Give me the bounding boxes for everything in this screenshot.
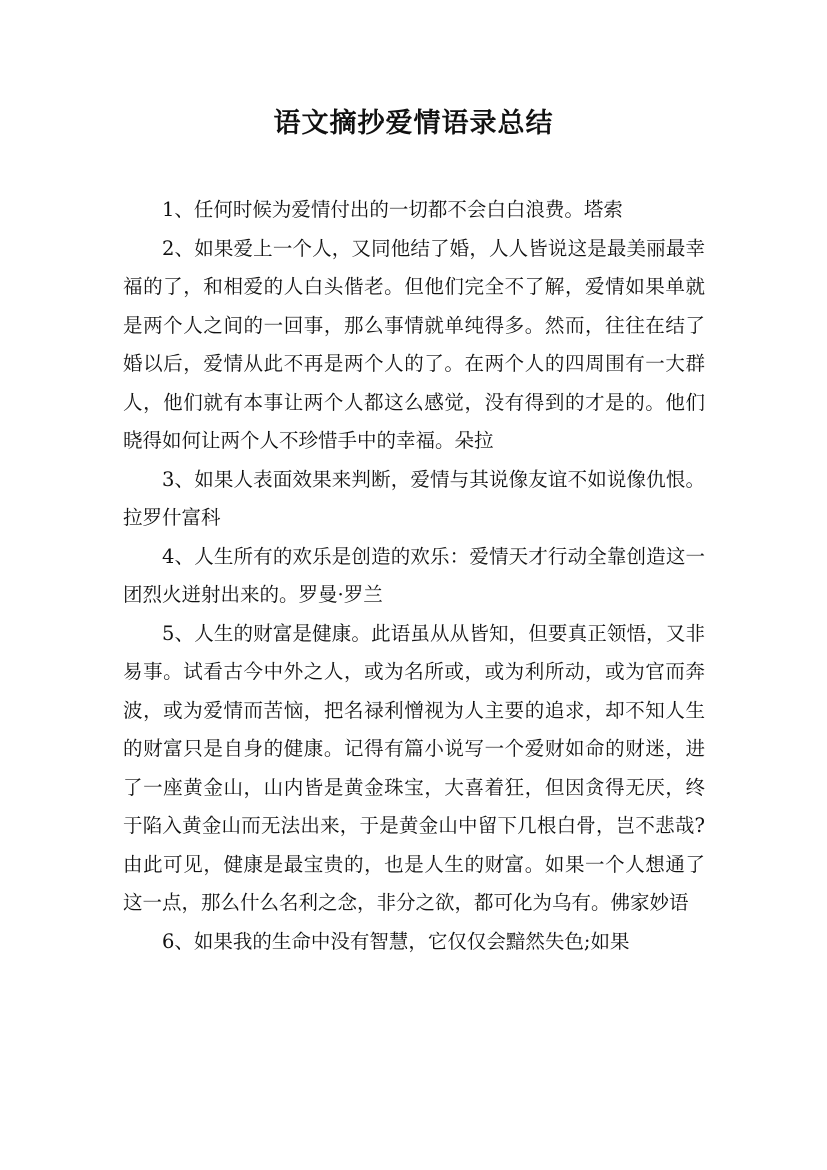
paragraph-6: 6、如果我的生命中没有智慧，它仅仅会黯然失色;如果: [162, 929, 630, 953]
paragraph-4: 4、人生所有的欢乐是创造的欢乐：爱情天才行动全靠创造这一团烈火迸射出来的。罗曼·罗兰: [123, 544, 705, 606]
paragraph-5: 5、人生的财富是健康。此语虽从从皆知，但要真正领悟，又非易事。试看古今中外之人，或为名所或，或为利所动，或为官而奔波，或为爱情而苦恼，把名禄利憎视为人主要的追求，却不知人生的财富只是自身的健康。记得有篇小说写一个爱财如命的财迷，进了一座黄金山，山内皆是黄金珠宝，大喜着狂，但因贪得无厌，终于陷入黄金山而无法出来，于是黄金山中留下几根白骨，岂不悲哉?由此可见，健康是最宝贵的，也是人生的财富。如果一个人想通了这一点，那么什么名利之念，非分之欲，都可化为乌有。佛家妙语: [123, 621, 705, 914]
paragraph-3: 3、如果人表面效果来判断，爱情与其说像友谊不如说像仇恨。拉罗什富科: [123, 467, 705, 529]
paragraph-2: 2、如果爱上一个人，又同他结了婚，人人皆说这是最美丽最幸福的了，和相爱的人白头偕老。但他们完全不了解，爱情如果单就是两个人之间的一回事，那么事情就单纯得多。然而，往往在结了婚以后，爱情从此不再是两个人的了。在两个人的四周围有一大群人，他们就有本事让两个人都这么感觉，没有得到的才是的。他们晓得如何让两个人不珍惜手中的幸福。朵拉: [123, 236, 705, 452]
paragraph-1: 1、任何时候为爱情付出的一切都不会白白浪费。塔索: [162, 198, 623, 221]
document-body: [123, 191, 705, 961]
document-title: 语文摘抄爱情语录总结: [273, 108, 554, 139]
